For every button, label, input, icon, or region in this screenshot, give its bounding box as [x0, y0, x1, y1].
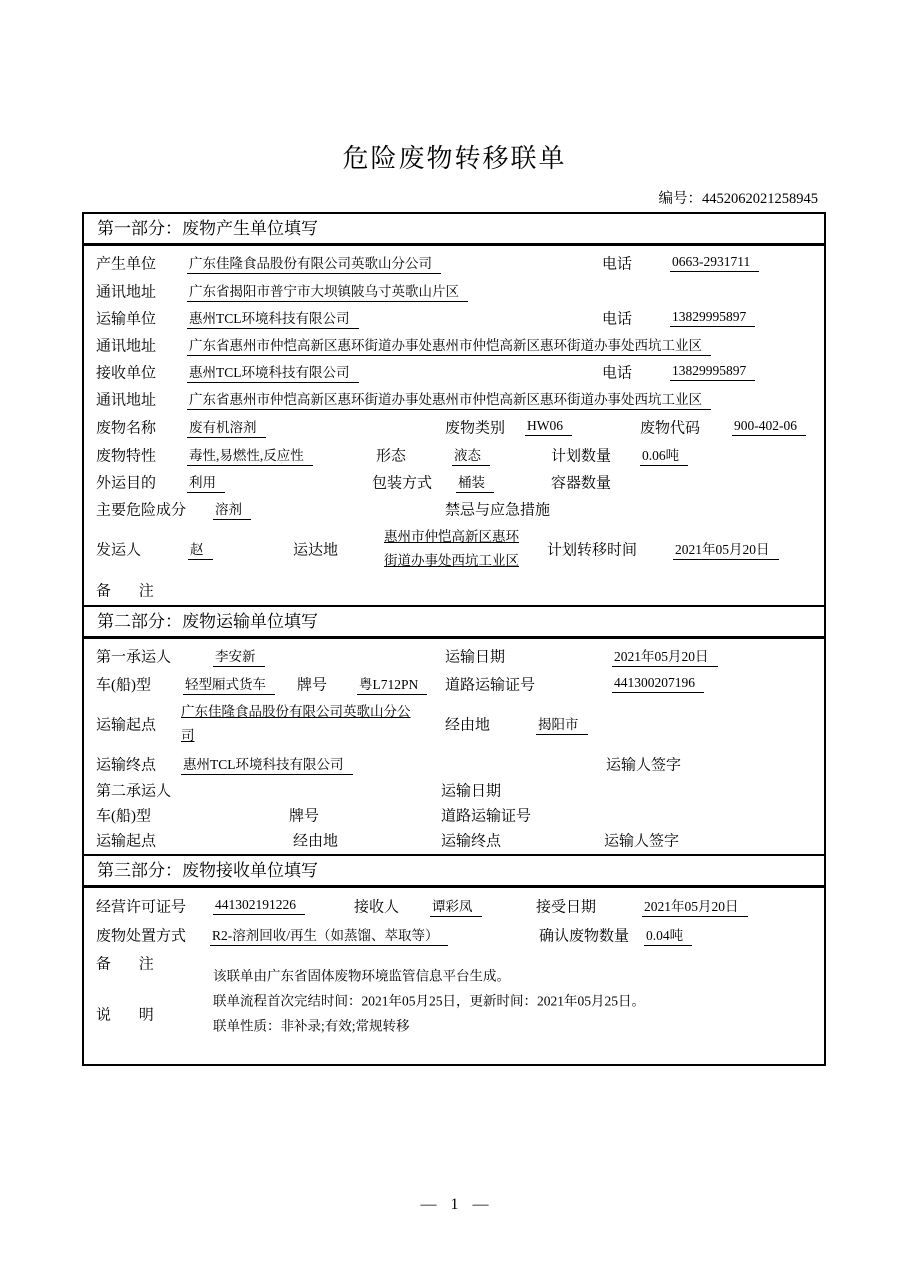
packing-value: 桶装 — [456, 471, 494, 493]
row-purpose — [84, 468, 824, 495]
hazard-value: 溶剂 — [213, 498, 251, 520]
origin2-label: 运输起点 — [96, 833, 157, 849]
license1-value: 441300207196 — [612, 675, 704, 693]
vehicle2-label: 车(船)型 — [96, 808, 151, 824]
via2-label: 经由地 — [293, 833, 339, 849]
section2-header: 第二部分：废物运输单位填写 — [84, 607, 824, 639]
producer-address-label: 通讯地址 — [96, 284, 157, 300]
waste-category-value: HW06 — [525, 418, 572, 436]
transporter-address-value: 广东省惠州市仲恺高新区惠环街道办事处惠州市仲恺高新区惠环街道办事处西坑工业区 — [187, 334, 711, 356]
license1-label: 道路运输证号 — [445, 677, 536, 694]
form-label: 形态 — [376, 448, 407, 464]
row-hazard — [84, 495, 824, 522]
note-line-3: 联单性质：非补录;有效;常规转移 — [213, 1018, 410, 1034]
accept-date-value: 2021年05月20日 — [642, 895, 748, 917]
transport-date2-label: 运输日期 — [441, 783, 502, 799]
row-vehicle2 — [84, 802, 824, 827]
waste-name-value: 废有机溶剂 — [187, 416, 266, 438]
transporter-phone-value: 13829995897 — [670, 309, 755, 327]
row-vehicle1 — [84, 670, 824, 698]
recipient-label: 接收人 — [354, 899, 400, 916]
accept-date-label: 接受日期 — [536, 899, 597, 916]
row-receiver — [84, 358, 824, 385]
row-transporter — [84, 304, 824, 331]
plate1-label: 牌号 — [297, 677, 328, 694]
row-origin2 — [84, 827, 824, 852]
section1-body — [84, 246, 824, 607]
destination-value: 惠州市仲恺高新区惠环街道办事处西坑工业区 — [384, 529, 519, 568]
receiver-phone-value: 13829995897 — [670, 363, 755, 381]
receiver-address-label: 通讯地址 — [96, 392, 157, 409]
via1-value: 揭阳市 — [536, 713, 588, 735]
transporter-address-label: 通讯地址 — [96, 338, 157, 354]
transfer-time-label: 计划转移时间 — [547, 542, 638, 559]
row-carrier2 — [84, 777, 824, 802]
row-consignor — [84, 522, 824, 576]
row-carrier1 — [84, 642, 824, 670]
permit-value: 441302191226 — [213, 897, 305, 915]
row-producer — [84, 249, 824, 277]
disposal-value: R2-溶剂回收/再生（如蒸馏、萃取等） — [210, 924, 448, 946]
waste-code-label: 废物代码 — [640, 420, 701, 437]
note-line-2: 联单流程首次完结时间：2021年05月25日，更新时间：2021年05月25日。 — [213, 993, 645, 1009]
document-number — [82, 187, 818, 208]
row-waste-name — [84, 413, 824, 441]
waste-name-label: 废物名称 — [96, 420, 157, 437]
packing-label: 包装方式 — [372, 475, 433, 491]
consignor-value: 赵 — [188, 538, 213, 560]
plate2-label: 牌号 — [289, 808, 320, 824]
vehicle1-value: 轻型厢式货车 — [183, 673, 275, 695]
transporter-label: 运输单位 — [96, 311, 157, 327]
producer-label: 产生单位 — [96, 256, 157, 273]
note-line-1: 该联单由广东省固体废物环境监管信息平台生成。 — [213, 968, 510, 984]
manifest-table — [82, 212, 826, 1066]
receiver-value: 惠州TCL环境科技有限公司 — [187, 361, 359, 383]
row-origin1 — [84, 698, 824, 750]
recipient-value: 谭彩凤 — [430, 895, 482, 917]
row-permit — [84, 891, 824, 921]
carrier2-label: 第二承运人 — [96, 783, 172, 799]
sign1-label: 运输人签字 — [606, 757, 682, 773]
form-value: 液态 — [452, 444, 490, 466]
producer-phone-value: 0663-2931711 — [670, 254, 759, 272]
section2-body — [84, 639, 824, 856]
s3-remark-label: 备 注 — [96, 956, 154, 972]
end2-label: 运输终点 — [441, 833, 502, 849]
container-qty-label: 容器数量 — [551, 475, 612, 491]
transporter-value: 惠州TCL环境科技有限公司 — [187, 307, 359, 329]
permit-label: 经营许可证号 — [96, 899, 187, 916]
purpose-value: 利用 — [187, 471, 225, 493]
destination-label: 运达地 — [293, 542, 339, 559]
row-receiver-address — [84, 385, 824, 413]
planned-qty-value: 0.06吨 — [640, 444, 688, 466]
row-s1-remark — [84, 576, 824, 603]
document-number-value: 4452062021258945 — [702, 191, 818, 207]
row-producer-address — [84, 277, 824, 304]
waste-property-label: 废物特性 — [96, 448, 157, 464]
vehicle1-label: 车(船)型 — [96, 677, 151, 694]
hazard-label: 主要危险成分 — [96, 502, 187, 518]
row-waste-property — [84, 441, 824, 468]
transporter-phone-label: 电话 — [602, 311, 633, 327]
transport-date1-value: 2021年05月20日 — [612, 645, 718, 667]
transfer-time-value: 2021年05月20日 — [673, 538, 779, 560]
note-label: 说 明 — [96, 1007, 154, 1024]
row-transporter-address — [84, 331, 824, 358]
section3-header: 第三部分：废物接收单位填写 — [84, 856, 824, 888]
origin1-label: 运输起点 — [96, 717, 157, 734]
plate1-value: 粤L712PN — [357, 673, 427, 695]
producer-phone-label: 电话 — [602, 256, 633, 273]
waste-code-value: 900-402-06 — [732, 418, 806, 436]
receiver-label: 接收单位 — [96, 365, 157, 381]
transport-date1-label: 运输日期 — [445, 649, 506, 666]
waste-category-label: 废物类别 — [445, 420, 506, 437]
confirmed-qty-label: 确认废物数量 — [539, 928, 630, 945]
emergency-label: 禁忌与应急措施 — [445, 502, 551, 518]
carrier1-value: 李安新 — [213, 645, 265, 667]
end1-value: 惠州TCL环境科技有限公司 — [181, 753, 353, 775]
section1-header: 第一部分：废物产生单位填写 — [84, 214, 824, 246]
producer-address-value: 广东省揭阳市普宁市大坝镇陂乌寸英歌山片区 — [187, 280, 468, 302]
purpose-label: 外运目的 — [96, 475, 157, 491]
row-note — [84, 968, 824, 1052]
confirmed-qty-value: 0.04吨 — [644, 924, 692, 946]
receiver-phone-label: 电话 — [602, 365, 633, 381]
sign2-label: 运输人签字 — [604, 833, 680, 849]
carrier1-label: 第一承运人 — [96, 649, 172, 666]
s1-remark-label: 备 注 — [96, 583, 154, 599]
waste-property-value: 毒性,易燃性,反应性 — [187, 444, 313, 466]
planned-qty-label: 计划数量 — [551, 448, 612, 464]
origin1-value: 广东佳隆食品股份有限公司英歌山分公司 — [181, 704, 411, 743]
disposal-label: 废物处置方式 — [96, 928, 187, 945]
row-end1 — [84, 750, 824, 777]
end1-label: 运输终点 — [96, 757, 157, 773]
receiver-address-value: 广东省惠州市仲恺高新区惠环街道办事处惠州市仲恺高新区惠环街道办事处西坑工业区 — [187, 388, 711, 410]
page-number: — 1 — — [420, 1196, 489, 1213]
via1-label: 经由地 — [445, 717, 491, 734]
consignor-label: 发运人 — [96, 542, 142, 559]
section3-body — [84, 888, 824, 1064]
page-title: 危险废物转移联单 — [342, 144, 567, 173]
row-disposal — [84, 921, 824, 949]
license2-label: 道路运输证号 — [441, 808, 532, 824]
document-number-label: 编号： — [658, 191, 702, 207]
producer-value: 广东佳隆食品股份有限公司英歌山分公司 — [187, 252, 441, 274]
